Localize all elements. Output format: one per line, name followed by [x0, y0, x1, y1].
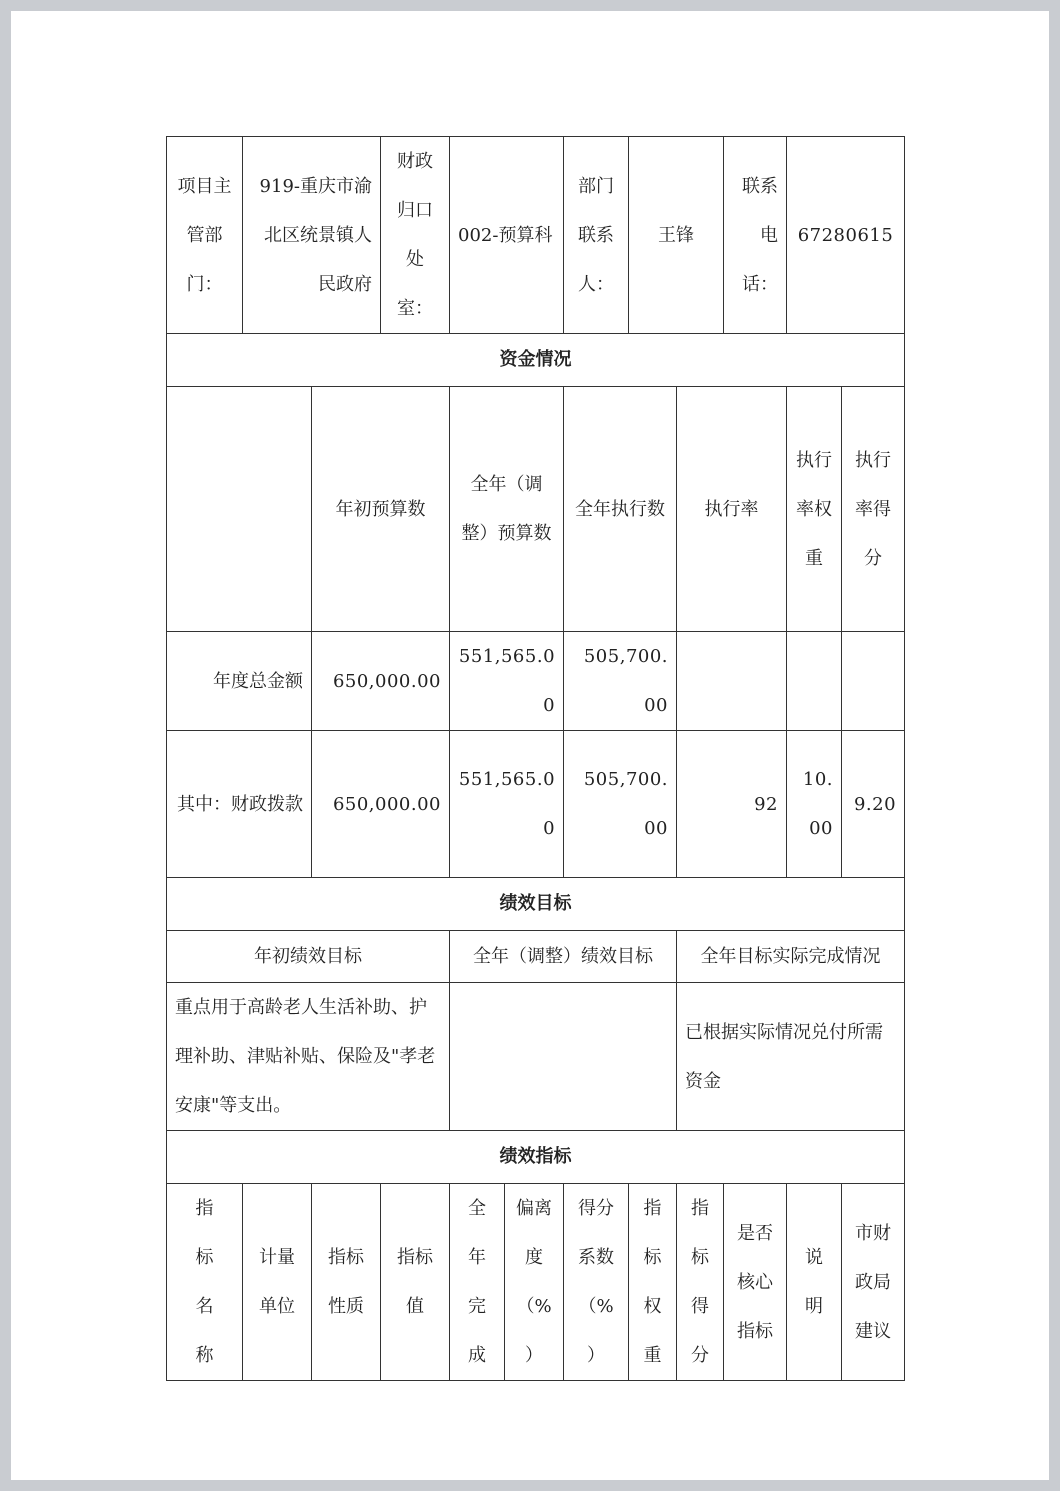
- phone-value: 67280615: [787, 137, 905, 334]
- funds-row-rate: 92: [677, 731, 787, 878]
- funds-row-executed: 505,700.00: [564, 632, 677, 731]
- indicator-header-weight: 指标权重: [629, 1184, 677, 1381]
- funds-row-label: 其中：财政拨款: [167, 731, 312, 878]
- indicator-header-note: 说明: [787, 1184, 842, 1381]
- goals-content-row: [167, 983, 905, 1131]
- goals-initial-text: 重点用于高龄老人生活补助、护理补助、津贴补贴、保险及"孝老安康"等支出。: [167, 983, 450, 1131]
- document-page: [11, 11, 1049, 1480]
- performance-table: [166, 136, 905, 1381]
- funds-row-weight: 10.00: [787, 731, 842, 878]
- goals-adjusted-header: 全年（调整）绩效目标: [450, 931, 677, 983]
- rate-score-header: 执行率得分: [842, 387, 905, 632]
- header-row: [167, 137, 905, 334]
- indicator-header-completion: 全年完成: [450, 1184, 505, 1381]
- indicator-header-value: 指标值: [381, 1184, 450, 1381]
- funds-row-weight: [787, 632, 842, 731]
- funds-row-rate: [677, 632, 787, 731]
- funds-header-blank: [167, 387, 312, 632]
- indicator-header-name: 指标名称: [167, 1184, 243, 1381]
- indicator-header-nature: 指标性质: [312, 1184, 381, 1381]
- funds-section-row: [167, 334, 905, 387]
- indicator-header-unit: 计量单位: [243, 1184, 312, 1381]
- indicators-section-title: 绩效指标: [167, 1131, 905, 1184]
- indicators-section-row: [167, 1131, 905, 1184]
- funds-row-label: 年度总金额: [167, 632, 312, 731]
- funds-row-total: [167, 632, 905, 731]
- goals-actual-header: 全年目标实际完成情况: [677, 931, 905, 983]
- funds-row-executed: 505,700.00: [564, 731, 677, 878]
- funds-row-score: 9.20: [842, 731, 905, 878]
- funds-section-title: 资金情况: [167, 334, 905, 387]
- phone-label: 联系电话：: [724, 137, 787, 334]
- contact-value: 王锋: [629, 137, 724, 334]
- goals-actual-text: 已根据实际情况兑付所需资金: [677, 983, 905, 1131]
- goals-section-row: [167, 878, 905, 931]
- indicator-header-deviation: 偏离度（%）: [505, 1184, 564, 1381]
- funds-row-fiscal: [167, 731, 905, 878]
- project-dept-label: 项目主管部门：: [167, 137, 243, 334]
- initial-budget-header: 年初预算数: [312, 387, 450, 632]
- funds-row-score: [842, 632, 905, 731]
- indicator-header-score: 指标得分: [677, 1184, 724, 1381]
- indicators-header-row: [167, 1184, 905, 1381]
- funds-row-adjusted: 551,565.00: [450, 731, 564, 878]
- contact-label: 部门联系人：: [564, 137, 629, 334]
- funds-row-initial: 650,000.00: [312, 731, 450, 878]
- goals-adjusted-text: [450, 983, 677, 1131]
- funds-row-adjusted: 551,565.00: [450, 632, 564, 731]
- goals-section-title: 绩效目标: [167, 878, 905, 931]
- indicator-header-core: 是否核心指标: [724, 1184, 787, 1381]
- finance-office-label: 财政归口处室：: [381, 137, 450, 334]
- project-dept-value: 919-重庆市渝北区统景镇人民政府: [243, 137, 381, 334]
- indicator-header-coefficient: 得分系数（%）: [564, 1184, 629, 1381]
- executed-header: 全年执行数: [564, 387, 677, 632]
- funds-header-row: [167, 387, 905, 632]
- finance-office-value: 002-预算科: [450, 137, 564, 334]
- goals-initial-header: 年初绩效目标: [167, 931, 450, 983]
- adjusted-budget-header: 全年（调整）预算数: [450, 387, 564, 632]
- execution-rate-header: 执行率: [677, 387, 787, 632]
- rate-weight-header: 执行率权重: [787, 387, 842, 632]
- indicator-header-suggestion: 市财政局建议: [842, 1184, 905, 1381]
- funds-row-initial: 650,000.00: [312, 632, 450, 731]
- goals-header-row: [167, 931, 905, 983]
